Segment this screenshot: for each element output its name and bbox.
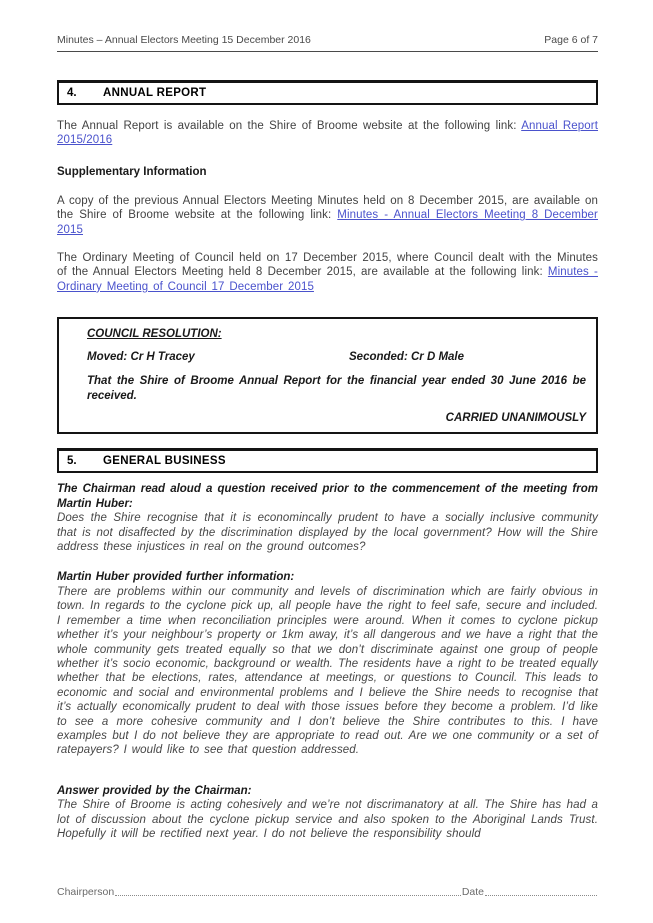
section-4-number: 4. — [67, 87, 77, 99]
header-title: Minutes – Annual Electors Meeting 15 December 2016 — [57, 34, 311, 46]
page-footer — [57, 886, 598, 898]
previous-minutes-text: A copy of the previous Annual Electors Meeting Minutes held on 8 December 2015, are available on the Shire of Broome website at the following link: — [57, 194, 598, 222]
resolution-movers-row — [87, 351, 586, 363]
chairman-question-body: Does the Shire recognise that it is economincally prudent to have a socially inclusive community that is not disaffected by the discrimination displayed by the local government? How will the Shire address these injustices in real on the ground outcomes? — [57, 512, 598, 554]
header-page-number: Page 6 of 7 — [544, 34, 598, 46]
previous-minutes-paragraph — [57, 194, 598, 237]
annual-report-link[interactable]: Annual Report 2015/2016 — [57, 120, 599, 147]
page-header — [57, 34, 598, 52]
section-5-header — [57, 448, 598, 473]
chairman-answer-body: The Shire of Broome is acting cohesively and we’re not discrimanatory at all. The Shire has had a lot of discussion about the cyclone pickup service and also spoken to the Aboriginal Lands Trust. Hopefully it will be rectified next year. I do not believe the responsibility should — [57, 799, 598, 840]
chairperson-signature-line — [115, 895, 461, 896]
date-label: Date — [461, 886, 484, 898]
resolution-moved: Moved: Cr H Tracey — [87, 351, 195, 364]
council-resolution-box — [57, 317, 598, 434]
chairperson-label: Chairperson — [57, 886, 115, 898]
section-5-title: GENERAL BUSINESS — [103, 455, 226, 468]
resolution-body: That the Shire of Broome Annual Report for the financial year ended 30 June 2016 be received. — [87, 375, 586, 402]
ordinary-meeting-text: The Ordinary Meeting of Council held on 17 December 2015, where Council dealt with the Minutes of the Annual Electors Meeting held 8 December 2015, are available at the following link: — [57, 252, 598, 279]
annual-report-paragraph — [57, 119, 598, 148]
ordinary-meeting-link[interactable]: Minutes - Ordinary Meeting of Council 17 December 2015 — [57, 266, 598, 293]
section-4-title: ANNUAL REPORT — [103, 87, 207, 99]
supplementary-information-heading: Supplementary Information — [57, 165, 207, 178]
martin-huber-info-heading: Martin Huber provided further information: — [57, 571, 295, 584]
section-5-number: 5. — [67, 455, 77, 468]
martin-huber-info-body: There are problems within our community and levels of discrimination which are fairly obvious in town. In regards to the cyclone pick up, all people have the right to feel safe, secure and included. I remember a time when reconciliation principles were around. When it comes to cyclone pickup whether it’s your neighbour’s property or 1km away, it’s all dangerous and we have a right that the whole community gets treated equally so that we don’t discriminate against one group of people whether it’s socio economic, background or wealth. The residents have a right to be treated equally whether that be elections, rates, attendance at meetings, or questions to Council. This leads to economic and social and environmental problems and I believe the Shire needs to recognise that it’s actually economically prudent to deal with those issues before they become a problem. I’d like to see a more cohesive community and I don’t believe the Shire contributes to this. I have examples but I do not believe they are appropriate to read out. Are we one community or a set of ratepayers? I would like to see that question addressed. — [57, 585, 598, 757]
previous-minutes-link[interactable]: Minutes - Annual Electors Meeting 8 December 2015 — [57, 209, 598, 236]
annual-report-text: The Annual Report is available on the Shire of Broome website at the following link: — [57, 120, 522, 132]
council-resolution-heading: COUNCIL RESOLUTION: — [87, 328, 222, 341]
resolution-seconded: Seconded: Cr D Male — [349, 351, 465, 364]
chairman-answer-heading: Answer provided by the Chairman: — [57, 784, 252, 797]
date-signature-line — [485, 895, 597, 896]
ordinary-meeting-paragraph — [57, 251, 598, 294]
section-4-header — [57, 80, 598, 105]
resolution-carried: CARRIED UNANIMOUSLY — [445, 412, 586, 425]
chairman-question-heading: The Chairman read aloud a question received prior to the commencement of the meeting from Martin Huber: — [57, 483, 598, 510]
